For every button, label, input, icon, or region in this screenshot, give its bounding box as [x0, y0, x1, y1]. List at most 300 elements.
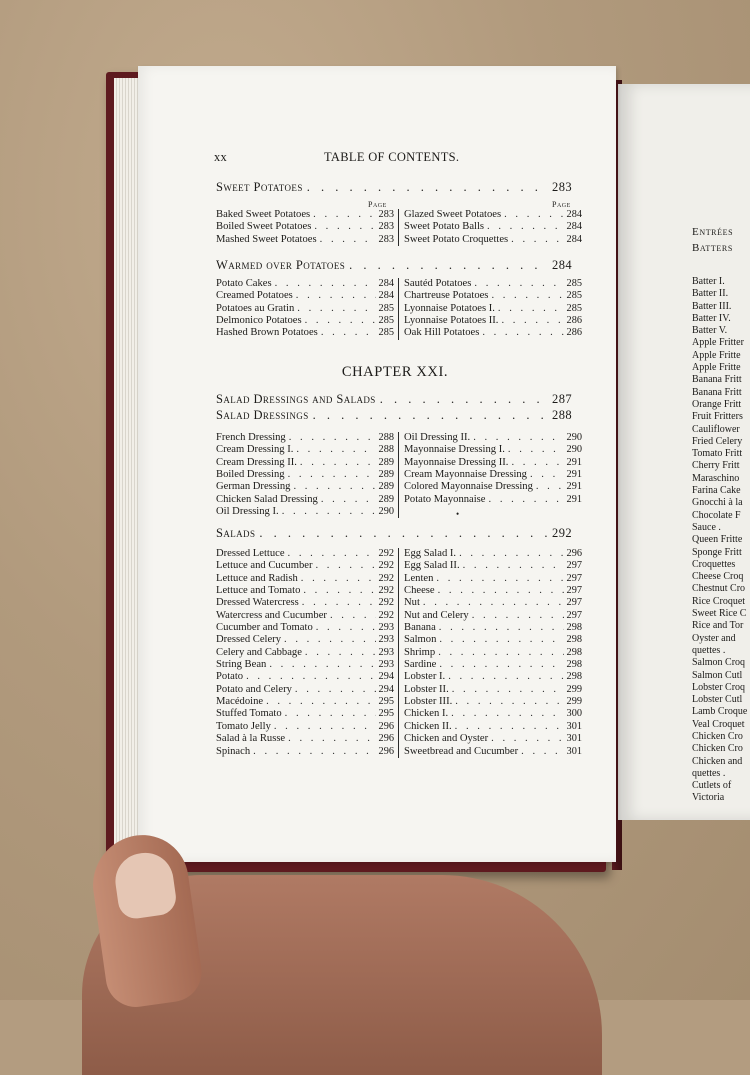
right-page-entry: Batter III.	[692, 300, 732, 312]
toc-entry-page: 293	[378, 646, 394, 658]
toc-entry	[216, 708, 394, 720]
leader-dots	[246, 671, 375, 683]
toc-entry	[404, 432, 582, 444]
toc-entry-page: 297	[566, 560, 582, 572]
leader-dots	[288, 469, 376, 481]
toc-entry-label: Cheese	[404, 585, 435, 597]
toc-entry-page: 292	[378, 548, 394, 559]
toc-entry-label: German Dressing	[216, 481, 291, 493]
toc-entry	[404, 278, 582, 290]
toc-entry-page: 283	[378, 209, 394, 220]
toc-entry-label: Lyonnaise Potatoes I.	[404, 302, 495, 314]
toc-entry	[404, 696, 582, 708]
toc-entry	[404, 457, 582, 469]
toc-entry-label: Macédoine	[216, 696, 264, 708]
page-number: xx	[214, 150, 228, 164]
toc-entry-page: 293	[378, 659, 394, 671]
toc-entry	[216, 733, 394, 745]
leader-dots	[301, 573, 376, 585]
toc-entry	[404, 634, 582, 646]
toc-columns-salad-dressings	[216, 432, 582, 518]
section-page: 283	[552, 180, 572, 194]
leader-dots	[296, 290, 376, 302]
right-page-entry: Salmon Cutl	[692, 669, 743, 681]
leader-dots	[521, 746, 563, 758]
toc-entry-page: 296	[566, 548, 582, 559]
leader-dots	[315, 560, 375, 572]
leader-dots	[303, 585, 375, 597]
toc-entry	[216, 585, 394, 597]
right-page	[618, 84, 750, 820]
section-page: 287	[552, 392, 572, 406]
toc-entry-label: Lobster I.	[404, 671, 446, 683]
toc-column-left	[216, 432, 399, 518]
toc-entry-page: 291	[566, 481, 582, 493]
column-heading-page-right: Page	[552, 200, 571, 209]
toc-entry-page: 291	[566, 493, 582, 505]
toc-entry-label: Lettuce and Tomato	[216, 585, 301, 597]
leader-dots	[288, 548, 376, 560]
leader-dots	[498, 303, 564, 315]
leader-dots	[300, 457, 376, 469]
leader-dots	[455, 721, 564, 733]
toc-entry-label: Stuffed Tomato	[216, 708, 282, 720]
toc-entry-page: 283	[378, 233, 394, 245]
toc-entry-label: Lenten	[404, 572, 434, 584]
section-title: Warmed over Potatoes	[216, 258, 346, 272]
toc-entry-page: 286	[566, 315, 582, 327]
leader-dots	[274, 721, 376, 733]
right-page-entry: Banana Fritt	[692, 386, 742, 398]
right-page-entry: Orange Fritt	[692, 398, 742, 410]
toc-entry	[216, 444, 394, 456]
toc-entry-page: 296	[378, 720, 394, 732]
right-page-entry: Batter V.	[692, 325, 728, 337]
leader-dots	[482, 327, 563, 339]
toc-entry-label: Dressed Lettuce	[216, 548, 285, 559]
toc-entry-label: Dressed Watercress	[216, 597, 299, 609]
leader-dots	[472, 610, 564, 622]
toc-column-right	[399, 278, 582, 340]
toc-entry-label: Sweet Potato Balls	[404, 221, 485, 233]
toc-entry	[404, 548, 582, 560]
right-page-entry: Batter IV.	[692, 312, 731, 324]
right-page-entry: Victoria	[692, 792, 725, 804]
toc-entry	[404, 469, 582, 481]
toc-entry	[404, 746, 582, 758]
decorative-bullet: •	[456, 509, 460, 519]
toc-entry	[216, 647, 394, 659]
toc-entry-page: 299	[566, 696, 582, 708]
toc-entry-page: 299	[566, 683, 582, 695]
leader-dots	[314, 221, 375, 233]
toc-entry-label: Delmonico Potatoes	[216, 315, 302, 327]
right-page-entry: Sponge Fritt	[692, 546, 742, 558]
leader-dots	[316, 622, 376, 634]
toc-entry-label: Potatoes au Gratin	[216, 302, 295, 314]
toc-entry	[404, 481, 582, 493]
section-heading-warmed-over-potatoes	[216, 258, 572, 273]
toc-entry-label: Lobster III.	[404, 696, 453, 708]
right-page-entry: Sweet Rice C	[692, 608, 747, 620]
toc-entry-label: Oak Hill Potatoes	[404, 327, 480, 339]
toc-entry-page: 284	[566, 233, 582, 245]
toc-entry-label: Nut and Celery	[404, 609, 469, 621]
leader-dots	[508, 444, 564, 456]
toc-entry-page: 292	[378, 585, 394, 597]
toc-entry	[216, 221, 394, 233]
toc-entry-label: Potato Mayonnaise	[404, 493, 486, 505]
toc-entry-page: 292	[378, 597, 394, 609]
toc-entry	[404, 560, 582, 572]
toc-entry	[404, 234, 582, 246]
toc-entry	[404, 597, 582, 609]
toc-entry-page: 289	[378, 493, 394, 505]
leader-dots	[313, 209, 375, 221]
toc-columns-sweet-potatoes	[216, 209, 582, 246]
right-page-entry: Fruit Fritters	[692, 411, 743, 423]
leader-dots	[313, 408, 548, 423]
toc-entry-page: 289	[378, 456, 394, 468]
toc-entry	[216, 278, 394, 290]
toc-entry-label: Lobster II.	[404, 683, 449, 695]
leader-dots	[491, 733, 563, 745]
leader-dots	[293, 481, 375, 493]
toc-entry-page: 295	[378, 696, 394, 708]
toc-entry	[404, 622, 582, 634]
toc-column-left	[216, 278, 399, 340]
toc-entry-page: 288	[378, 444, 394, 456]
toc-entry-label: Chartreuse Potatoes	[404, 290, 489, 302]
leader-dots	[296, 444, 375, 456]
toc-entry	[216, 560, 394, 572]
toc-entry-page: 296	[378, 733, 394, 745]
toc-entry-label: Sweet Potato Croquettes	[404, 233, 509, 245]
toc-entry-label: String Bean	[216, 659, 267, 671]
toc-entry-page: 283	[378, 221, 394, 233]
right-page-entry: Chicken Cro	[692, 743, 743, 755]
toc-column-right	[399, 209, 582, 246]
leader-dots	[536, 481, 564, 493]
toc-entry-page: 284	[566, 221, 582, 233]
toc-entry-page: 289	[378, 469, 394, 481]
toc-entry-page: 284	[566, 209, 582, 220]
toc-entry-label: Watercress and Cucumber	[216, 609, 327, 621]
toc-entry	[404, 721, 582, 733]
toc-entry-page: 294	[378, 683, 394, 695]
toc-entry	[404, 444, 582, 456]
leader-dots	[320, 234, 376, 246]
leader-dots	[307, 180, 548, 195]
leader-dots	[295, 684, 376, 696]
toc-entry-page: 292	[378, 572, 394, 584]
right-page-entry: Rice and Tor	[692, 620, 744, 632]
toc-entry	[216, 597, 394, 609]
leader-dots	[305, 647, 376, 659]
right-page-list	[692, 276, 747, 805]
right-page-entry: Cheese Croq	[692, 571, 744, 583]
right-page-entry: Apple Fritte	[692, 349, 741, 361]
leader-dots	[266, 696, 375, 708]
right-page-entry: Tomato Fritt	[692, 448, 743, 460]
leader-dots	[473, 432, 563, 444]
right-page-entry: Cauliflower	[692, 423, 740, 435]
right-page-entry: Croquettes	[692, 558, 736, 570]
toc-entry-page: 285	[566, 278, 582, 289]
section-title: Sweet Potatoes	[216, 180, 303, 194]
toc-entry	[216, 457, 394, 469]
leader-dots	[511, 234, 563, 246]
toc-column-right	[399, 548, 582, 758]
right-page-entry: Fried Celery	[692, 435, 743, 447]
leader-dots	[289, 432, 376, 444]
toc-entry-page: 292	[378, 609, 394, 621]
toc-entry	[216, 746, 394, 758]
toc-entry	[216, 494, 394, 506]
leader-dots	[439, 659, 563, 671]
toc-entry	[404, 659, 582, 671]
toc-entry	[216, 684, 394, 696]
toc-entry-page: 298	[566, 622, 582, 634]
toc-entry-page: 285	[378, 327, 394, 339]
right-page-heading-entrees: Entrées	[692, 226, 734, 238]
toc-entry-label: Baked Sweet Potatoes	[216, 209, 311, 220]
toc-entry	[216, 481, 394, 493]
toc-entry	[216, 290, 394, 302]
toc-entry-page: 284	[378, 278, 394, 289]
toc-entry	[404, 671, 582, 683]
toc-entry	[216, 659, 394, 671]
toc-entry-page: 298	[566, 634, 582, 646]
right-page-entry: Veal Croquet	[692, 718, 745, 730]
right-page-entry: Batter I.	[692, 276, 725, 287]
hand-holding-book	[62, 835, 622, 1035]
toc-entry-page: 297	[566, 585, 582, 597]
leader-dots	[451, 708, 563, 720]
toc-entry-label: Cream Mayonnaise Dressing	[404, 469, 527, 481]
toc-entry-label: Tomato Jelly	[216, 720, 271, 732]
toc-entry	[404, 315, 582, 327]
section-page: 288	[552, 408, 572, 422]
leader-dots	[504, 209, 563, 221]
right-page-entry: Rice Croquet	[692, 595, 746, 607]
leader-dots	[501, 315, 563, 327]
right-page-entry: Cherry Fritt	[692, 460, 740, 472]
right-page-entry: Chicken Cro	[692, 730, 743, 742]
toc-entry-label: Boiled Sweet Potatoes	[216, 221, 312, 233]
toc-entry-label: Egg Salad I.	[404, 548, 457, 559]
right-page-entry: Salmon Croq	[692, 657, 746, 669]
toc-entry	[216, 721, 394, 733]
leader-dots	[436, 573, 563, 585]
right-page-entry: Maraschino	[692, 472, 740, 484]
toc-entry-label: Shrimp	[404, 646, 436, 658]
toc-entry	[404, 733, 582, 745]
toc-entry	[404, 494, 582, 506]
toc-entry	[216, 506, 394, 518]
toc-entry	[404, 585, 582, 597]
toc-entry	[216, 573, 394, 585]
leader-dots	[380, 392, 548, 407]
toc-entry-label: Lyonnaise Potatoes II.	[404, 315, 499, 327]
toc-entry	[404, 573, 582, 585]
toc-column-left	[216, 209, 399, 246]
toc-entry-page: 290	[566, 444, 582, 456]
right-page-entry: Cutlets of	[692, 780, 732, 792]
leader-dots	[489, 494, 564, 506]
leader-dots	[463, 560, 564, 572]
toc-entry-label: Banana	[404, 622, 436, 634]
leader-dots	[439, 622, 564, 634]
toc-entry-label: Celery and Cabbage	[216, 646, 302, 658]
toc-entry-label: Sautéd Potatoes	[404, 278, 472, 289]
leader-dots	[330, 610, 376, 622]
toc-entry-page: 300	[566, 708, 582, 720]
toc-entry-page: 288	[378, 432, 394, 443]
right-page-entry: Sauce .	[692, 521, 721, 533]
right-page-entry: quettes .	[692, 767, 726, 779]
toc-entry-label: Potato and Celery	[216, 683, 292, 695]
toc-entry-label: Chicken Salad Dressing	[216, 493, 318, 505]
leader-dots	[282, 506, 376, 518]
toc-entry-label: Dressed Celery	[216, 634, 282, 646]
leader-dots	[321, 494, 376, 506]
toc-entry	[216, 610, 394, 622]
toc-entry-label: Potato	[216, 671, 244, 683]
toc-entry-label: Salmon	[404, 634, 437, 646]
toc-entry-page: 297	[566, 609, 582, 621]
right-page-entry: Lobster Cutl	[692, 694, 743, 706]
section-heading-sweet-potatoes	[216, 180, 572, 195]
toc-entry-page: 284	[378, 290, 394, 302]
leader-dots	[285, 708, 376, 720]
toc-entry-page: 290	[566, 432, 582, 443]
toc-entry	[216, 303, 394, 315]
chapter-heading: CHAPTER XXI.	[341, 364, 449, 380]
toc-entry-label: Chicken I.	[404, 708, 449, 720]
toc-entry	[216, 432, 394, 444]
toc-entry-page: 296	[378, 745, 394, 757]
leader-dots	[448, 671, 563, 683]
toc-entry-page: 293	[378, 634, 394, 646]
toc-entry	[404, 303, 582, 315]
leader-dots	[284, 634, 376, 646]
toc-column-right	[399, 432, 582, 518]
toc-entry-page: 297	[566, 572, 582, 584]
leader-dots	[452, 684, 564, 696]
toc-entry-page: 285	[566, 302, 582, 314]
toc-entry	[216, 315, 394, 327]
right-page-entry: Apple Fritter	[692, 337, 744, 349]
leader-dots	[439, 634, 563, 646]
left-page	[138, 66, 616, 862]
toc-entry-label: Mayonnaise Dressing I.	[404, 444, 505, 456]
toc-entry-page: 298	[566, 659, 582, 671]
toc-entry-label: Potato Cakes	[216, 278, 272, 289]
toc-entry	[216, 327, 394, 339]
leader-dots	[269, 659, 375, 671]
toc-entry	[404, 327, 582, 339]
toc-entry-label: Creamed Potatoes	[216, 290, 293, 302]
section-page: 284	[552, 258, 572, 272]
toc-entry-page: 291	[566, 456, 582, 468]
section-title: Salad Dressings and Salads	[216, 392, 376, 406]
toc-entry-label: Egg Salad II.	[404, 560, 460, 572]
leader-dots	[302, 597, 376, 609]
toc-entry-page: 285	[378, 302, 394, 314]
toc-entry	[216, 671, 394, 683]
section-heading-salads	[216, 526, 572, 541]
toc-entry-label: Cucumber and Tomato	[216, 622, 313, 634]
section-title: Salad Dressings	[216, 408, 309, 422]
toc-entry	[216, 696, 394, 708]
toc-entry-page: 285	[566, 290, 582, 302]
leader-dots	[297, 303, 375, 315]
toc-entry-page: 286	[566, 327, 582, 339]
leader-dots	[511, 457, 563, 469]
toc-entry	[404, 684, 582, 696]
toc-entry-page: 290	[378, 506, 394, 518]
toc-column-left	[216, 548, 399, 758]
toc-entry	[404, 610, 582, 622]
toc-entry-page: 294	[378, 671, 394, 683]
toc-entry	[216, 234, 394, 246]
toc-entry	[216, 469, 394, 481]
right-page-entry: Chestnut Cro	[692, 583, 746, 595]
leader-dots	[438, 585, 564, 597]
right-page-entry: Batter II.	[692, 288, 729, 300]
toc-entry-label: Cream Dressing I.	[216, 444, 294, 456]
right-page-entry: Farina Cake	[692, 485, 741, 497]
toc-entry-page: 297	[566, 597, 582, 609]
toc-entry-label: Lettuce and Radish	[216, 572, 298, 584]
toc-columns-warmed-over	[216, 278, 582, 340]
right-page-entry: Chocolate F	[692, 509, 741, 521]
right-page-entry: Banana Fritt	[692, 374, 742, 386]
toc-entry	[216, 634, 394, 646]
right-page-entry: Gnocchi à la	[692, 497, 743, 509]
leader-dots	[259, 526, 548, 541]
leader-dots	[275, 278, 376, 290]
toc-entry-page: 285	[378, 315, 394, 327]
column-heading-page-left: Page	[368, 200, 387, 209]
section-page: 292	[552, 526, 572, 540]
leader-dots	[349, 258, 548, 273]
toc-entry-page: 301	[566, 745, 582, 757]
leader-dots	[253, 746, 375, 758]
right-page-heading-batters: Batters	[692, 242, 733, 254]
toc-entry-label: Lettuce and Cucumber	[216, 560, 313, 572]
leader-dots	[530, 469, 564, 481]
toc-entry	[404, 209, 582, 221]
leader-dots	[491, 290, 563, 302]
right-page-entry: Lobster Croq	[692, 681, 746, 693]
toc-columns-salads	[216, 548, 582, 758]
section-heading-salad-dressings	[216, 408, 572, 423]
section-title: Salads	[216, 526, 256, 540]
toc-entry-page: 292	[378, 560, 394, 572]
right-page-entry: quettes .	[692, 644, 726, 656]
right-page-entry: Chicken and	[692, 755, 743, 767]
toc-entry-page: 293	[378, 622, 394, 634]
leader-dots	[305, 315, 376, 327]
leader-dots	[321, 327, 376, 339]
leader-dots	[423, 597, 564, 609]
right-page-entry: Lamb Croque	[692, 706, 748, 718]
toc-entry-page: 301	[566, 720, 582, 732]
toc-entry-label: Sweetbread and Cucumber	[404, 745, 519, 757]
toc-entry-label: Mashed Sweet Potatoes	[216, 233, 317, 245]
